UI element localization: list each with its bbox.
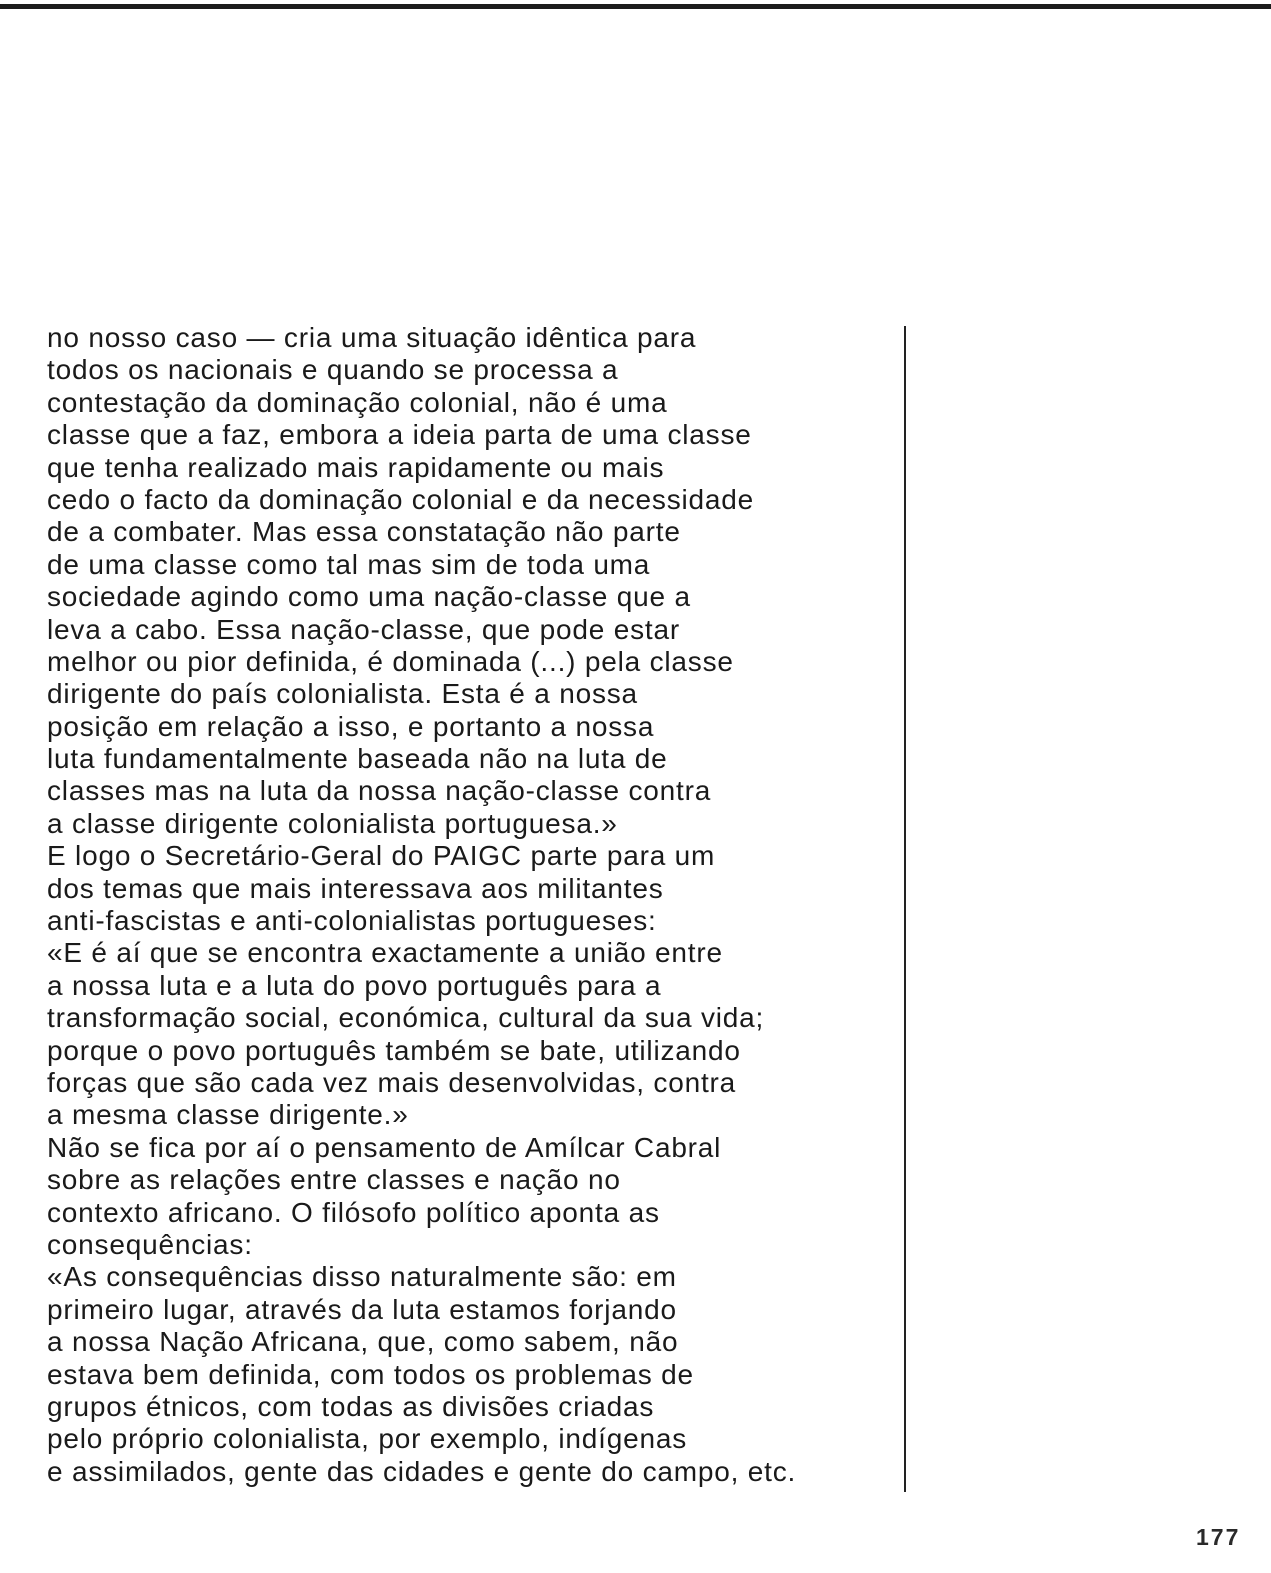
text-line: no nosso caso — cria uma situação idêntica para <box>47 322 697 353</box>
text-line: posição em relação a isso, e portanto a nossa <box>47 710 655 742</box>
text-line: contestação da dominação colonial, não é uma <box>47 386 668 418</box>
text-line: sociedade agindo como uma nação-classe que a <box>47 581 691 613</box>
text-line: cedo o facto da dominação colonial e da necessidade <box>47 483 755 515</box>
margin-rule <box>904 326 906 1492</box>
text-line: «As consequências disso naturalmente são: em <box>47 1261 677 1293</box>
text-line: E logo o Secretário-Geral do PAIGC parte para um <box>47 840 716 872</box>
top-rule <box>0 4 1271 9</box>
text-line: todos os nacionais e quando se processa a <box>47 354 619 386</box>
text-line: pelo próprio colonialista, por exemplo, indígenas <box>47 1423 688 1455</box>
text-line: de uma classe como tal mas sim de toda uma <box>47 548 651 580</box>
text-line: transformação social, económica, cultural da sua vida; <box>47 1002 765 1034</box>
page-number: 177 <box>1196 1524 1241 1550</box>
text-line: classes mas na luta da nossa nação-classe contra <box>47 775 712 807</box>
text-line: classe que a faz, embora a ideia parta de uma classe <box>47 419 752 451</box>
text-line: Não se fica por aí o pensamento de Amílcar Cabral <box>47 1131 722 1163</box>
text-line: «E é aí que se encontra exactamente a união entre <box>47 937 723 969</box>
text-line: que tenha realizado mais rapidamente ou mais <box>47 451 665 483</box>
text-line: consequências: <box>47 1228 253 1260</box>
text-line: forças que são cada vez mais desenvolvidas, contra <box>47 1066 737 1098</box>
text-line: anti-fascistas e anti-colonialistas portugueses: <box>47 905 657 937</box>
text-line: a nossa luta e a luta do povo português para a <box>47 969 662 1001</box>
text-line: grupos étnicos, com todas as divisões criadas <box>47 1390 655 1422</box>
text-line: estava bem definida, com todos os problemas de <box>47 1358 694 1390</box>
text-line: luta fundamentalmente baseada não na luta de <box>47 743 668 775</box>
body-text <box>47 322 897 1488</box>
text-line: e assimilados, gente das cidades e gente do campo, etc. <box>47 1455 797 1487</box>
text-line: melhor ou pior definida, é dominada (...) pela classe <box>47 645 734 677</box>
text-line: a nossa Nação Africana, que, como sabem, não <box>47 1326 679 1358</box>
text-line: dos temas que mais interessava aos militantes <box>47 872 664 904</box>
text-line: a classe dirigente colonialista portuguesa.» <box>47 807 618 839</box>
text-line: dirigente do país colonialista. Esta é a nossa <box>47 678 638 710</box>
text-line: porque o povo português também se bate, utilizando <box>47 1034 741 1066</box>
text-line: sobre as relações entre classes e nação no <box>47 1164 621 1196</box>
text-line: contexto africano. O filósofo político aponta as <box>47 1196 660 1228</box>
text-line: leva a cabo. Essa nação-classe, que pode estar <box>47 613 680 645</box>
text-line: primeiro lugar, através da luta estamos forjando <box>47 1293 677 1325</box>
text-line: a mesma classe dirigente.» <box>47 1099 409 1131</box>
text-line: de a combater. Mas essa constatação não parte <box>47 516 681 548</box>
